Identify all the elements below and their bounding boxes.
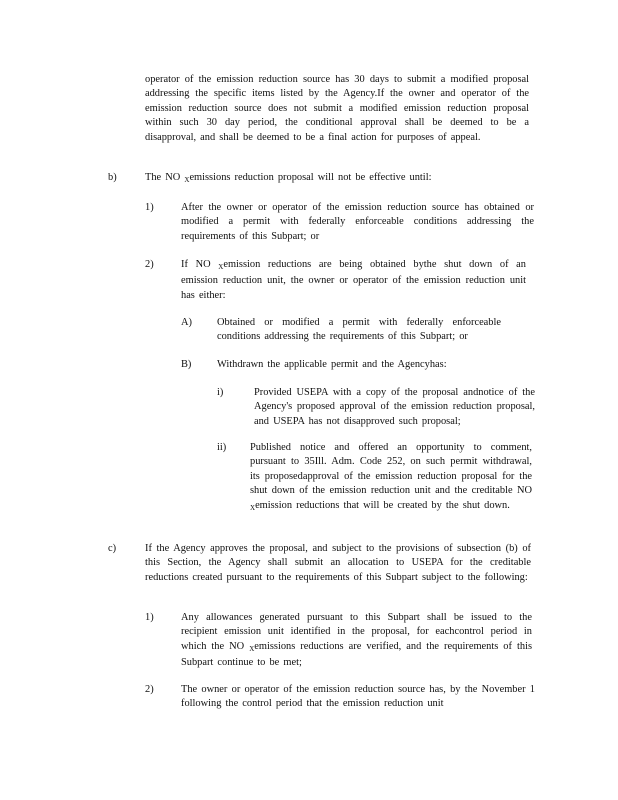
item-b1-text: After the owner or operator of the emission reduction source has obtained or modified a permit with federally enforceable conditions addressing the requirements of this Subpart; or	[181, 202, 534, 242]
item-b-text-post: emissions reduction proposal will not be effective until:	[189, 172, 432, 183]
item-c1-text	[181, 611, 532, 671]
item-b-text	[145, 171, 529, 187]
item-b-label: b)	[108, 172, 117, 183]
item-c1-subscript: X	[249, 644, 255, 653]
item-c1-text-pre: Any allowances generated pursuant to this Subpart shall be issued to the recipient emission unit identified in the proposal, for eachcontrol period in which the NO	[181, 612, 532, 652]
item-b2Bii-text-post: emission reductions that will be created by the shut down.	[255, 499, 510, 511]
item-b2-subscript: X	[218, 263, 224, 271]
item-b2A-label: A)	[181, 317, 192, 328]
item-b2Bii-text-pre: Published notice and offered an opportunity to comment, pursuant to 35Ill. Adm. Code 252, on such permit withdrawal, its proposedapproval of the emission reduction proposal for the shut down of the emission reduction unit and the creditable NO	[250, 442, 532, 497]
item-b2-text-pre: If NO	[181, 259, 211, 270]
item-c-text: If the Agency approves the proposal, and subject to the provisions of subsection (b) of this Section, the Agency shall submit an allocation to USEPA for the creditable reductions created pursuant to the requirements of this Subpart subject to the following:	[145, 543, 531, 583]
item-c1-label: 1)	[145, 612, 154, 623]
continued-paragraph: operator of the emission reduction source has 30 days to submit a modified proposal addressing the specific items listed by the Agency.If the owner and operator of the emission reduction source does not submit a modified emission reduction proposal within such 30 day period, the conditional approval shall be deemed to be a disapproval, and shall be deemed to be a final action for purposes of appeal.	[145, 74, 529, 143]
item-b2-label: 2)	[145, 259, 154, 270]
item-b2B-text: Withdrawn the applicable permit and the Agencyhas:	[217, 359, 447, 370]
item-b2Bii-text	[250, 441, 532, 515]
item-c2-text: The owner or operator of the emission reduction source has, by the November 1 following the control period that the emission reduction unit	[181, 684, 535, 710]
item-b2-text	[181, 258, 526, 303]
item-b2Bii-subscript: X	[250, 503, 256, 512]
item-b2-text-post: emission reductions are being obtained bythe shut down of an emission reduction unit, the owner or operator of the emission reduction unit has either:	[181, 259, 526, 301]
item-c2-label: 2)	[145, 684, 154, 695]
item-b-subscript: X	[184, 176, 190, 184]
item-b2A-text: Obtained or modified a permit with federally enforceable conditions addressing the requirements of this Subpart; or	[217, 317, 501, 343]
item-b1-label: 1)	[145, 202, 154, 213]
item-c-label: c)	[108, 543, 117, 554]
item-b2Bi-text: Provided USEPA with a copy of the proposal andnotice of the Agency's proposed approval of the emission reduction proposal, and USEPA has not disapproved such proposal;	[254, 387, 535, 427]
item-b2B-label: B)	[181, 359, 192, 370]
item-c1-text-post: emissions reductions are verified, and the requirements of this Subpart continue to be met;	[181, 640, 533, 669]
item-b2Bi-label: i)	[217, 387, 224, 398]
item-b2Bii-label: ii)	[217, 442, 227, 453]
item-b-text-pre: The NO	[145, 172, 181, 183]
